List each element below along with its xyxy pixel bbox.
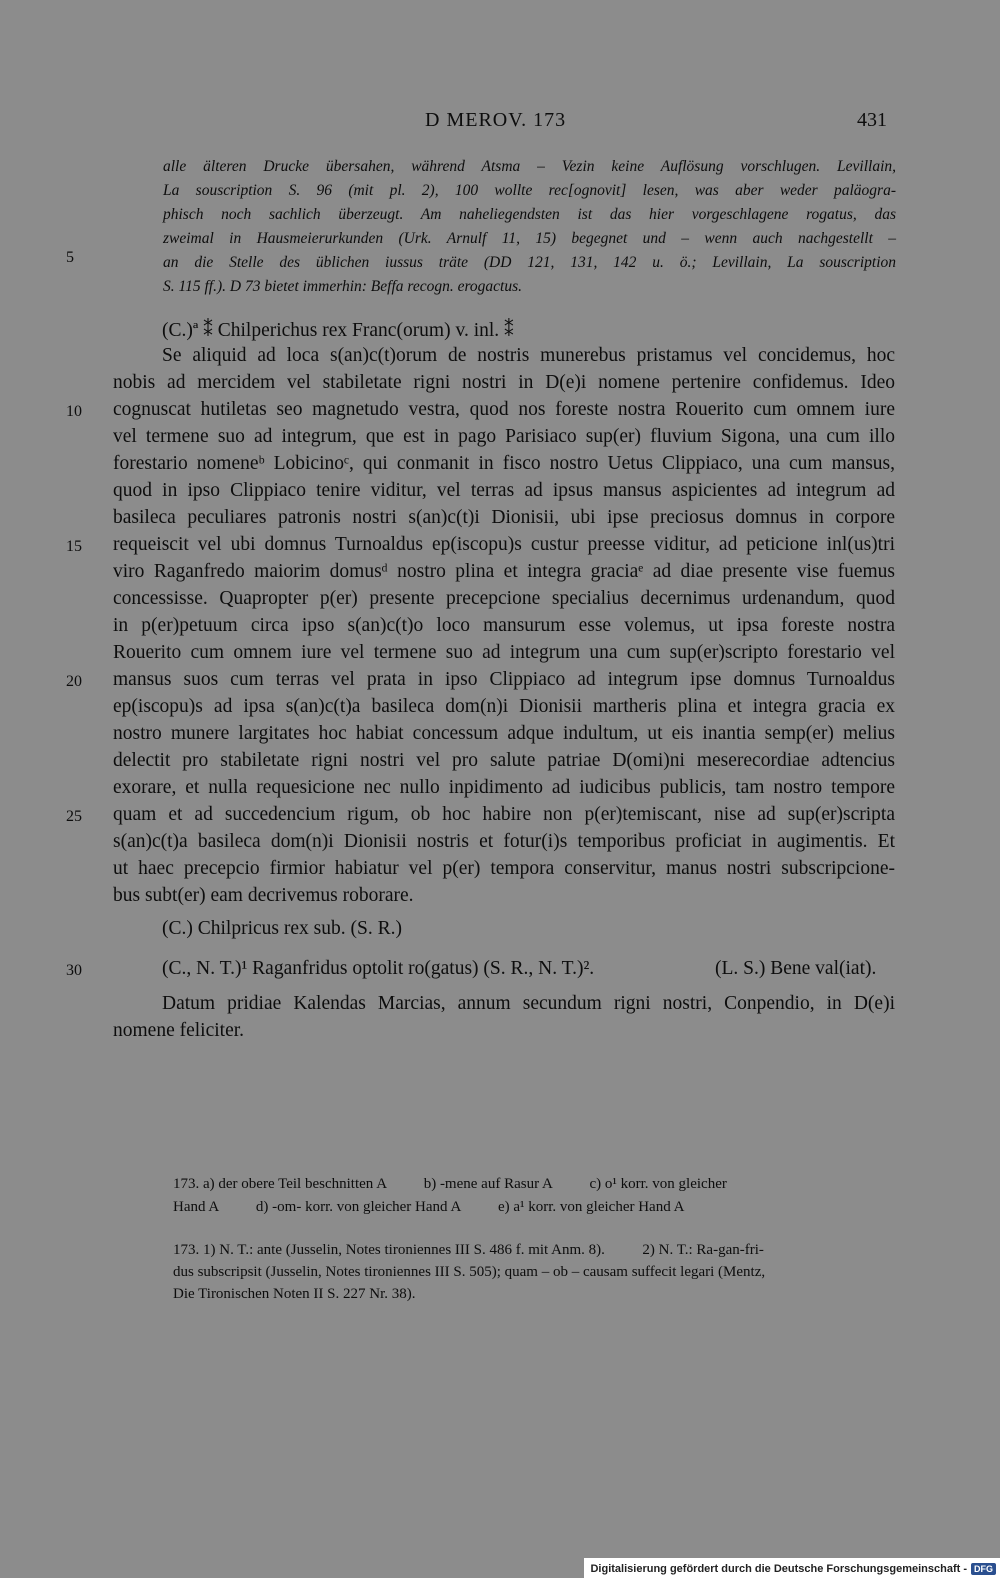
line-number: 30 <box>66 962 82 979</box>
text-line: quod in ipso Clippiaco tenire viditur, vel terras ad ipsus mansus aspicientes ad integrum ad <box>113 480 895 501</box>
funding-footer <box>584 1558 1000 1578</box>
apparatus-line: Hand A d) -om- korr. von gleicher Hand A e) a¹ korr. von gleicher Hand A <box>173 1199 685 1215</box>
note-line: phisch noch sachlich überzeugt. Am naheliegendsten ist das hier vorgeschlagene rogatus, das <box>163 206 896 223</box>
text-line: delectit pro stabiletate rigni nostri vel pro salute patriae D(omi)ni meserecordiae adtencius <box>113 750 895 771</box>
text-line: vel termene suo ad integrum, que est in pago Parisiaco sup(er) fluvium Sigona, una cum illo <box>113 426 895 447</box>
text-line: in p(er)petuum circa ipso s(an)c(t)o loco mansurum esse volemus, ut ipsa foreste nostra <box>113 615 895 636</box>
note-line: La souscription S. 96 (mit pl. 2), 100 wollte rec[ognovit] lesen, was aber weder paläogra- <box>163 182 896 199</box>
text-line: Rouerito cum omnem iure vel termene suo ad integrum una cum sup(er)scripto forestario vel <box>113 642 895 663</box>
commentary-line: dus subscripsit (Jusselin, Notes tironiennes III S. 505); quam – ob – causam suffecit legari (Mentz, <box>173 1264 766 1280</box>
text-line: requeiscit vel ubi domnus Turnoaldus ep(iscopu)s custur preesse viditur, ad peticione inl(us)tri <box>113 534 895 555</box>
commentary-line: 173. 1) N. T.: ante (Jusselin, Notes tironiennes III S. 486 f. mit Anm. 8). 2) N. T.: Ra-gan-fri- <box>173 1242 764 1258</box>
commentary-line: Die Tironischen Noten II S. 227 Nr. 38). <box>173 1286 416 1302</box>
text-line: basileca peculiares patronis nostri s(an)c(t)i Dionisii, ubi ipse preciosus domnus in corpore <box>113 507 895 528</box>
note-line: S. 115 ff.). D 73 bietet immerhin: Beffa recogn. erogactus. <box>163 278 523 295</box>
line-number: 20 <box>66 673 82 690</box>
running-title: D MEROV. 173 <box>425 109 567 131</box>
note-line: zweimal in Hausmeierurkunden (Urk. Arnulf 11, 15) begegnet und – wenn auch nachgestellt – <box>163 230 896 247</box>
datum-line: nomene feliciter. <box>113 1020 245 1041</box>
page-number: 431 <box>857 109 887 131</box>
datum-line: Datum pridiae Kalendas Marcias, annum secundum rigni nostri, Conpendio, in D(e)i <box>162 993 895 1014</box>
king-subscription: (C.) Chilpricus rex sub. (S. R.) <box>162 918 402 939</box>
dfg-logo: DFG <box>971 1563 996 1575</box>
line-number: 15 <box>66 538 82 555</box>
line-number: 5 <box>66 249 74 266</box>
text-line: nobis ad mercidem vel stabiletate rigni nostri in D(e)i nomene pertenire confidemus. Ideo <box>113 372 895 393</box>
intitulatio: (C.)ª ⁑ Chilperichus rex Franc(orum) v. inl. ⁑ <box>162 320 514 341</box>
note-line: alle älteren Drucke übersahen, während Atsma – Vezin keine Auflösung vorschlugen. Levillain, <box>163 158 896 175</box>
text-line: viro Raganfredo maiorim domusᵈ nostro plina et integra graciaᵉ ad diae presente vise fuemus <box>113 561 895 582</box>
line-number: 25 <box>66 808 82 825</box>
text-line: mansus suos cum terras vel prata in ipso Clippiaco ad integrum ipse domnus Turnoaldus <box>113 669 895 690</box>
apparatus-line: 173. a) der obere Teil beschnitten A b) -mene auf Rasur A c) o¹ korr. von gleicher <box>173 1176 727 1192</box>
text-line: cognuscat hutiletas seo magnetudo vestra, quod nos foreste nostra Rouerito cum omnem iure <box>113 399 895 420</box>
text-line: exorare, et nulla requesicione nec nullo inpidimento ad iudicibus publicis, tam nostro tempore <box>113 777 895 798</box>
text-line: ut haec precepcio firmior habiatur vel p(er) tempora conservitur, manus nostri subscripcione- <box>113 858 895 879</box>
text-line: nostro munere largitates hoc habiat concessum adque indultum, ut eis inantia semp(er) melius <box>113 723 895 744</box>
text-line: quam et ad succedencium rigum, ob hoc habire non p(er)temiscant, nise ad sup(er)scripta <box>113 804 895 825</box>
text-line: bus subt(er) eam decrivemus roborare. <box>113 885 414 906</box>
referendary-subscription: (C., N. T.)¹ Raganfridus optolit ro(gatus) (S. R., N. T.)². <box>162 958 595 979</box>
line-number: 10 <box>66 403 82 420</box>
text-line: ep(iscopu)s ad ipsa s(an)c(t)a basileca dom(n)i Dionisii martheris plina et integra gracia ex <box>113 696 895 717</box>
text-line: s(an)c(t)a basileca dom(n)i Dionisii nostris et fotur(i)s temporibus proficiat in augimentis. Et <box>113 831 895 852</box>
text-line: forestario nomeneᵇ Lobicinoᶜ, qui conmanit in fisco nostro Uetus Clippiaco, una cum mansus, <box>113 453 895 474</box>
note-line: an die Stelle des üblichen iussus träte (DD 121, 131, 142 u. ö.; Levillain, La souscription <box>163 254 896 271</box>
bene-valiat: (L. S.) Bene val(iat). <box>715 958 877 979</box>
footer-text: Digitalisierung gefördert durch die Deutsche Forschungsgemeinschaft - <box>590 1563 967 1575</box>
text-line: Se aliquid ad loca s(an)c(t)orum de nostris munerebus pristamus vel concidemus, hoc <box>162 345 895 366</box>
text-line: concessisse. Quapropter p(er) presente precepcione specialius decernimus urdenandum, quod <box>113 588 895 609</box>
